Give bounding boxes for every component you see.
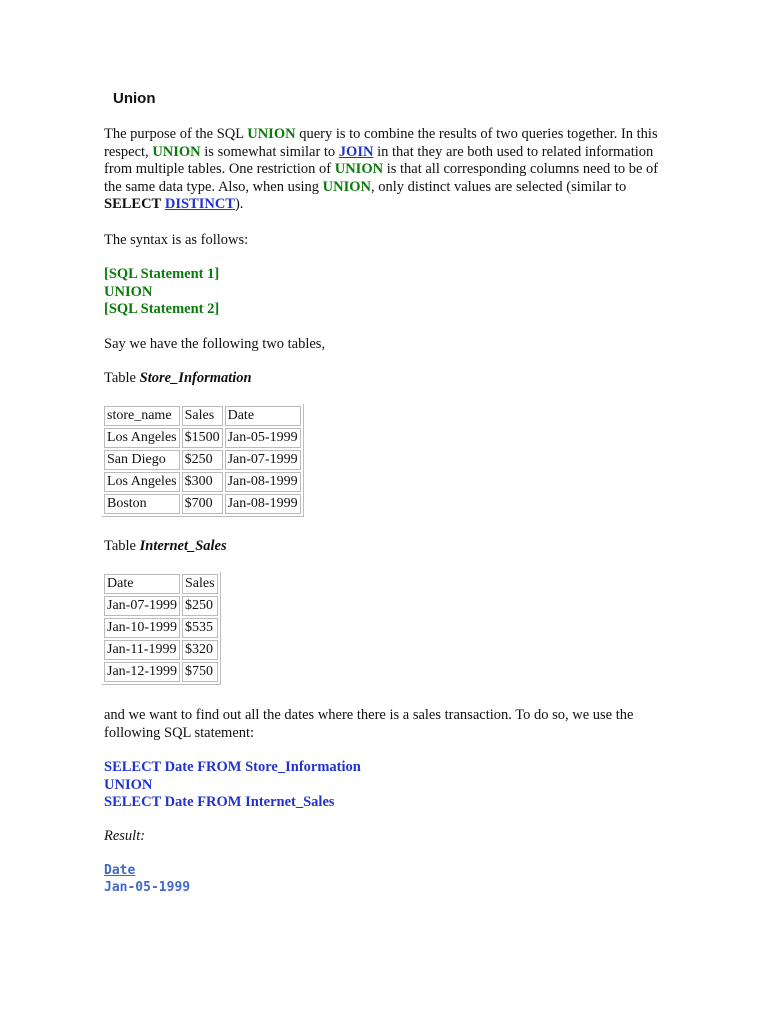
table-row [104, 640, 218, 660]
intro-text: query is to combine the results of two queries together. In this respect, [104, 126, 658, 160]
table-cell: $750 [182, 662, 218, 682]
syntax-block [104, 266, 674, 319]
syntax-line: UNION [104, 283, 153, 300]
table-cell: $250 [182, 450, 223, 470]
column-header: store_name [104, 406, 180, 426]
table-cell: Los Angeles [104, 428, 180, 448]
table-row [104, 428, 301, 448]
table-header-row [104, 574, 218, 594]
table2-caption [104, 538, 674, 556]
table1-caption [104, 370, 674, 388]
result-column-header: Date [104, 863, 136, 878]
intro-text: is somewhat similar to [200, 143, 339, 160]
intro-text: ). [234, 196, 244, 212]
column-header: Date [104, 574, 180, 594]
keyword-union: UNION [247, 126, 296, 142]
caption-prefix: Table [104, 538, 140, 554]
table-name: Store_Information [139, 370, 252, 386]
intro-text: , only distinct values are selected (similar to [371, 178, 627, 195]
table-row [104, 596, 218, 616]
result-label: Result: [104, 828, 146, 844]
intro-text: The purpose of the SQL [104, 126, 248, 142]
column-header: Sales [182, 406, 223, 426]
internet-sales-table [102, 572, 221, 685]
query-line: SELECT Date FROM Internet_Sales [104, 794, 335, 810]
table-cell: $700 [182, 494, 223, 514]
result-row: Jan-05-1999 [104, 880, 191, 895]
table-cell: Jan-08-1999 [225, 494, 301, 514]
table-row [104, 618, 218, 638]
table-cell: Jan-10-1999 [104, 618, 180, 638]
query-line: SELECT Date FROM Store_Information [104, 759, 361, 775]
syntax-line: [SQL Statement 2] [104, 301, 220, 317]
caption-prefix: Table [104, 370, 140, 386]
table-cell: $250 [182, 596, 218, 616]
intro-text: in that they are both used to related information from multiple tables. One restriction of [104, 143, 654, 177]
table-cell: $300 [182, 472, 223, 492]
table-cell: Jan-11-1999 [104, 640, 180, 660]
table-cell: Jan-07-1999 [104, 596, 180, 616]
intro-text: is that all corresponding columns need to be of the same data type. Also, when using [104, 161, 659, 195]
table-cell: $320 [182, 640, 218, 660]
table-cell: Jan-07-1999 [225, 450, 301, 470]
table-row [104, 450, 301, 470]
join-link[interactable]: JOIN [338, 143, 374, 160]
syntax-intro: The syntax is as follows: [104, 232, 249, 248]
query-block [104, 759, 674, 812]
table-row [104, 662, 218, 682]
table-cell: $535 [182, 618, 218, 638]
table-name: Internet_Sales [139, 538, 227, 554]
query-line: UNION [104, 776, 153, 793]
syntax-line: [SQL Statement 1] [104, 266, 220, 282]
result-table [104, 863, 190, 895]
table-cell: Jan-12-1999 [104, 662, 180, 682]
keyword-select: SELECT [104, 196, 162, 212]
page-title: Union [113, 90, 156, 107]
column-header: Date [225, 406, 301, 426]
table-cell: Jan-08-1999 [225, 472, 301, 492]
keyword-union: UNION [322, 178, 372, 195]
table-cell: $1500 [182, 428, 223, 448]
table-cell: Boston [104, 494, 180, 514]
table-row [104, 494, 301, 514]
column-header: Sales [182, 574, 218, 594]
table-cell: Los Angeles [104, 472, 180, 492]
table-header-row [104, 406, 301, 426]
table-row [104, 472, 301, 492]
query-intro: and we want to find out all the dates where there is a sales transaction. To do so, we use the following SQL statement: [104, 707, 634, 741]
distinct-link[interactable]: DISTINCT [164, 196, 235, 212]
table-cell: Jan-05-1999 [225, 428, 301, 448]
keyword-union: UNION [334, 161, 384, 177]
intro-paragraph [104, 126, 674, 214]
keyword-union: UNION [152, 143, 201, 160]
store-information-table [102, 404, 304, 517]
tables-intro: Say we have the following two tables, [104, 336, 326, 352]
table-cell: San Diego [104, 450, 180, 470]
